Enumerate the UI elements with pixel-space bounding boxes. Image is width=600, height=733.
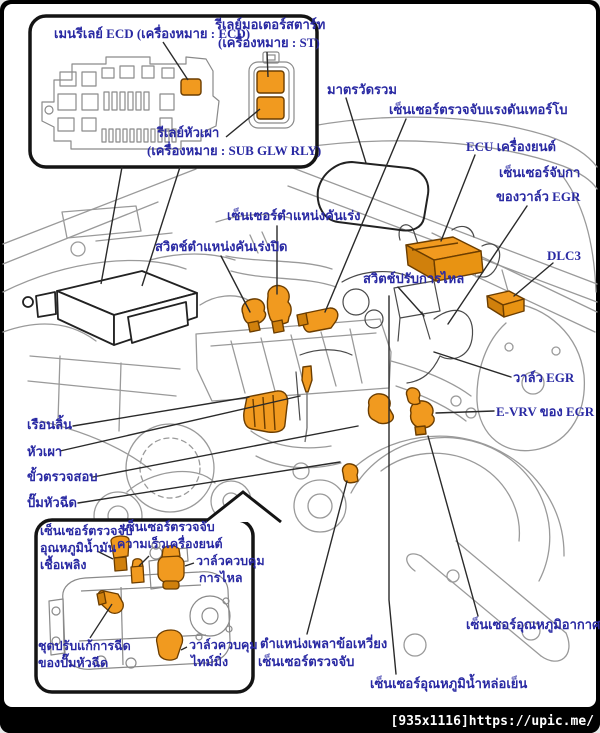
label-timing-control-valve-2: ไทม์มิ่ง [191,655,229,669]
label-throttle-body: เรือนลิ้น [27,417,72,432]
label-flow-adjust-switch: สวิตช์ปรับการไหล [363,271,465,286]
label-crank-position-2: เซ็นเซอร์ตรวจจับ [258,654,355,669]
label-fuel-temp-2: อุณหภูมิน้ำมัน [40,541,117,555]
turbo-pressure-sensor-component [297,308,338,332]
label-flow-control-valve-2: การไหล [199,571,243,585]
label-timing-control-valve-1: วาล์วควบคุม [189,638,258,652]
label-engine-speed-1: เซ็นเซอร์ตรวจจับ [122,520,215,534]
label-coolant-temp-sensor: เซ็นเซอร์อุณหภูมิน้ำหล่อเย็น [370,676,528,691]
label-glow-relay-2: (เครื่องหมาย : SUB GLW RLY) [147,143,322,158]
label-egr-lift-sensor-1: เซ็นเซอร์จับกา [499,165,581,180]
main-relay-highlight [181,79,201,95]
dlc3-connector-component [487,291,524,317]
label-dlc3: DLC3 [547,248,581,263]
starter-relay-highlight [257,71,284,93]
engine-bay-fusebox [23,271,197,345]
label-fuel-temp-1: เซ็นเซอร์ตรวจจับ [40,524,133,538]
glow-relay-highlight [257,97,284,119]
glow-plug-component [302,366,312,442]
watermark-text: [935x1116]https://upic.me/ [390,714,594,729]
label-crank-position-1: ตำแหน่งเพลาข้อเหวี่ยง [260,636,388,651]
throttle-body-component [244,391,288,432]
label-engine-ecu: ECU เครื่องยนต์ [466,139,556,154]
label-glow-plug: หัวเผา [27,444,63,459]
label-starter-relay-1: รีเลย์มอเตอร์สตาร์ท [215,17,326,32]
label-air-temp-sensor: เซ็นเซอร์อุณหภูมิอากาศ [466,617,600,632]
label-injection-correction-1: ชุดปรับแก้การฉีด [38,639,131,653]
label-glow-relay-1: รีเลย์หัวเผา [157,125,220,140]
label-starter-relay-2: (เครื่องหมาย : ST) [218,35,320,50]
coolant-temp-sensor-component [411,401,435,435]
label-fuel-temp-3: เชื้อเพลิง [40,558,87,572]
label-throttle-closed-switch: สวิตช์ตำแหน่งคันเร่งปิด [155,239,288,254]
evrv-component [406,388,420,405]
label-check-connector: ขั้วตรวจสอบ [27,469,98,484]
crank-position-sensor-component [342,464,358,483]
label-main-relay: เมนรีเลย์ ECD (เครื่องหมาย : ECD) [54,26,251,41]
label-combination-meter: มาตรวัดรวม [327,82,397,97]
label-flow-control-valve-1: วาล์วควบคุม [196,554,265,568]
label-injection-correction-2: ของปั๊มหัวฉีด [38,656,109,670]
label-injection-pump: ปั๊มหัวฉีด [27,495,77,510]
label-egr-valve: วาล์ว EGR [513,370,575,385]
label-egr-lift-sensor-2: ของวาล์ว EGR [496,189,581,204]
label-engine-speed-2: ความเร็วเครื่องยนต์ [117,537,223,551]
label-accel-position-sensor: เซ็นเซอร์ตำแหน่งคันเร่ง [227,208,361,223]
label-turbo-pressure-sensor: เซ็นเซอร์ตรวจจับแรงดันเทอร์โบ [389,102,568,117]
label-evrv-of-egr: E-VRV ของ EGR [496,404,595,419]
